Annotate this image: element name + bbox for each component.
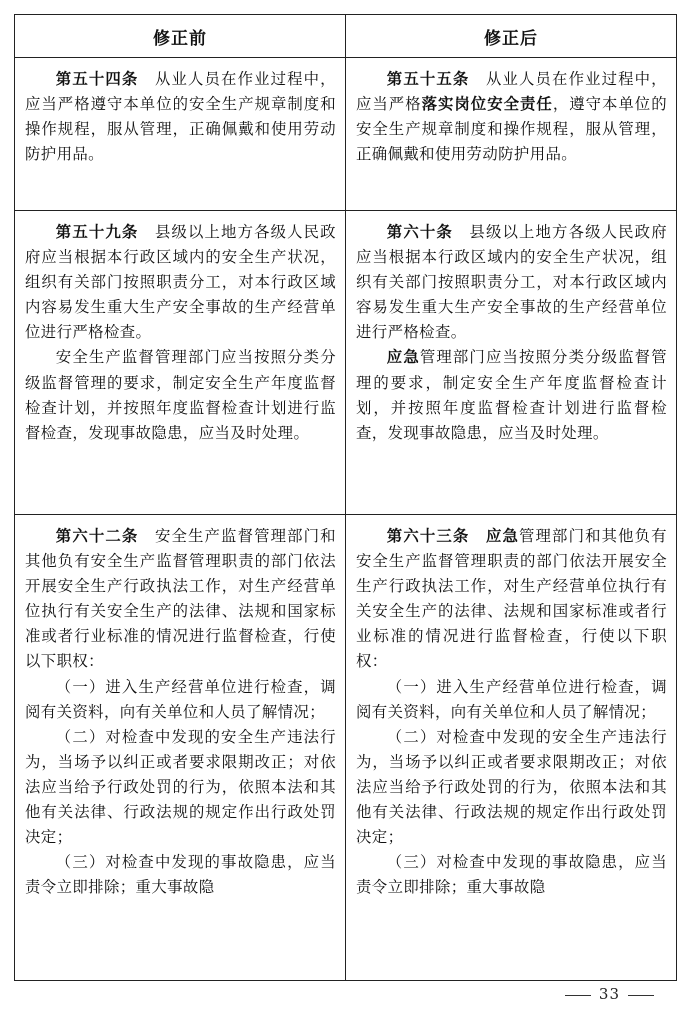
amended-text: 应急 xyxy=(485,527,519,545)
table-row xyxy=(15,515,677,981)
paragraph-text: 县级以上地方各级人民政府应当根据本行政区域内的安全生产状况，组织有关部门按照职责分工，对本行政区域内容易发生重大生产安全事故的生产经营单位进行严格检查。 xyxy=(25,223,336,342)
cell-before xyxy=(15,211,346,515)
article-number: 第五十四条 xyxy=(55,70,139,88)
page-number-text: 33 xyxy=(598,985,620,1003)
page-number xyxy=(557,985,662,1003)
paragraph xyxy=(25,524,336,675)
paragraph-text xyxy=(469,527,486,545)
table-row xyxy=(15,211,677,515)
paragraph xyxy=(356,220,667,345)
header-row xyxy=(15,15,677,58)
paragraph xyxy=(356,345,667,445)
paragraph-text: 从业人员在作业过程中，应当严格 xyxy=(356,70,667,114)
cell-after xyxy=(346,58,677,211)
paragraph-text: 从业人员在作业过程中，应当严格遵守本单位的安全生产规章制度和操作规程，服从管理，正确佩戴和使用劳动防护用品。 xyxy=(25,70,336,164)
paragraph-text: 管理部门应当按照分类分级监督管理的要求，制定安全生产年度监督检查计划，并按照年度监督检查计划进行监督检查，发现事故隐患，应当及时处理。 xyxy=(356,348,667,442)
cell-before xyxy=(15,515,346,981)
paragraph: （三）对检查中发现的事故隐患，应当责令立即排除；重大事故隐 xyxy=(356,853,667,897)
article-number: 第五十九条 xyxy=(55,223,139,241)
paragraph: （二）对检查中发现的安全生产违法行为，当场予以纠正或者要求限期改正；对依法应当给予行政处罚的行为，依照本法和其他有关法律、行政法规的规定作出行政处罚决定； xyxy=(25,727,336,847)
amended-text: 落实岗位安全责任 xyxy=(421,95,553,114)
header-before: 修正前 xyxy=(15,15,346,58)
cell-after xyxy=(346,211,677,515)
paragraph-text: 管理部门和其他负有安全生产监督管理职责的部门依法开展安全生产行政执法工作，对生产经营单位执行有关安全生产的法律、法规和国家标准或者行业标准的情况进行监督检查，行使以下职权： xyxy=(356,527,667,671)
paragraph-text: 县级以上地方各级人民政府应当根据本行政区域内的安全生产状况，组织有关部门按照职责分工，对本行政区域内容易发生重大生产安全事故的生产经营单位进行严格检查。 xyxy=(356,223,667,342)
table-row xyxy=(15,58,677,211)
paragraph xyxy=(356,524,667,675)
header-after: 修正后 xyxy=(346,15,677,58)
amended-text: 应急 xyxy=(386,348,420,367)
paragraph: 安全生产监督管理部门应当按照分类分级监督管理的要求，制定安全生产年度监督检查计划，并按照年度监督检查计划进行监督检查，发现事故隐患，应当及时处理。 xyxy=(25,348,336,442)
article-number: 第五十五条 xyxy=(386,70,470,88)
comparison-table xyxy=(14,14,677,981)
cell-after xyxy=(346,515,677,981)
paragraph: （一）进入生产经营单位进行检查，调阅有关资料，向有关单位和人员了解情况； xyxy=(356,677,667,721)
dash-left xyxy=(565,995,591,996)
article-number: 第六十三条 xyxy=(386,527,470,545)
cell-before xyxy=(15,58,346,211)
article-number: 第六十条 xyxy=(386,223,453,241)
paragraph: （一）进入生产经营单位进行检查，调阅有关资料，向有关单位和人员了解情况； xyxy=(25,677,336,721)
paragraph xyxy=(356,67,667,167)
paragraph: （三）对检查中发现的事故隐患，应当责令立即排除；重大事故隐 xyxy=(25,853,336,897)
paragraph xyxy=(25,220,336,345)
paragraph-text: 安全生产监督管理部门和其他负有安全生产监督管理职责的部门依法开展安全生产行政执法工作，对生产经营单位执行有关安全生产的法律、法规和国家标准或者行业标准的情况进行监督检查，行使以下职权： xyxy=(25,527,336,671)
article-number: 第六十二条 xyxy=(55,527,139,545)
dash-right xyxy=(628,995,654,996)
paragraph xyxy=(25,67,336,167)
paragraph: （二）对检查中发现的安全生产违法行为，当场予以纠正或者要求限期改正；对依法应当给予行政处罚的行为，依照本法和其他有关法律、行政法规的规定作出行政处罚决定； xyxy=(356,727,667,847)
paragraph-text: ，遵守本单位的安全生产规章制度和操作规程，服从管理，正确佩戴和使用劳动防护用品。 xyxy=(356,95,667,164)
